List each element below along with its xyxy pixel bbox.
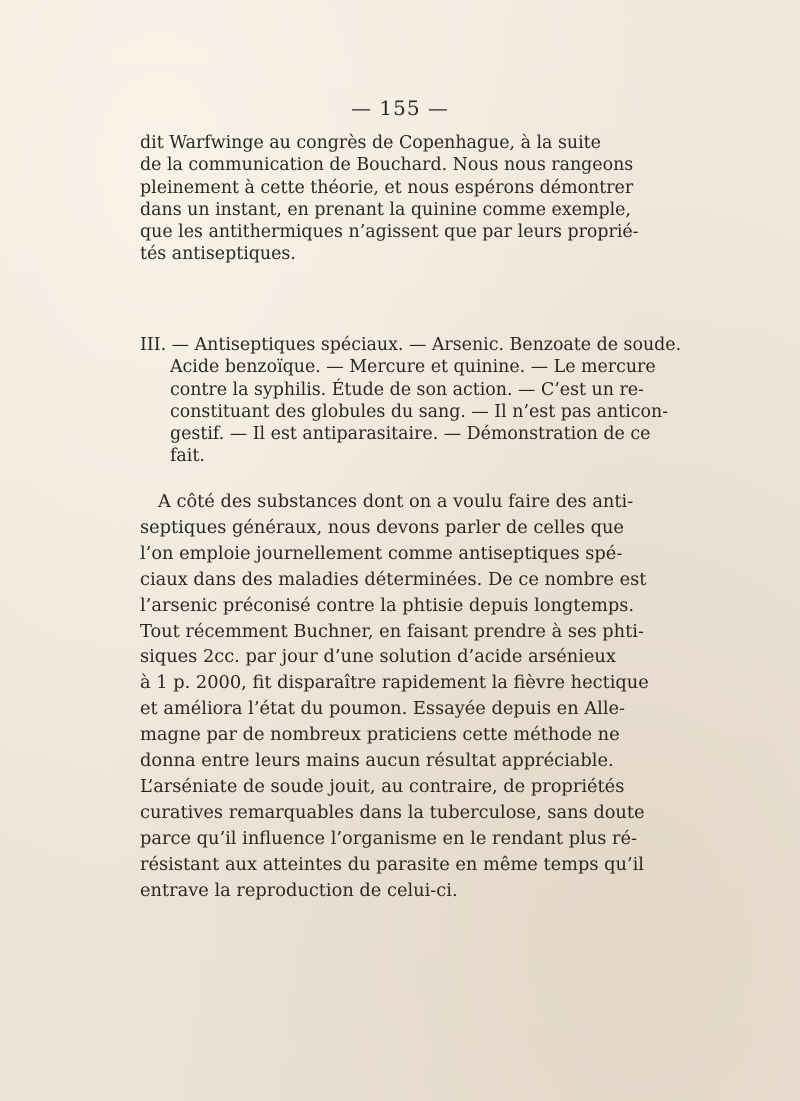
text-line: donna entre leurs mains aucun résultat appréciable. (140, 750, 614, 772)
text-line: septiques généraux, nous devons parler de celles que (140, 516, 624, 538)
text-line: siques 2cc. par jour d’une solution d’acide arsénieux (140, 646, 616, 668)
text-line: entrave la reproduction de celui-ci. (140, 879, 458, 901)
text-line: tés antiseptiques. (140, 244, 296, 265)
text-line: que les antithermiques n’agissent que par leurs proprié- (140, 222, 639, 243)
text-line: ciaux dans des maladies déterminées. De ce nombre est (140, 568, 647, 590)
text-line: de la communication de Bouchard. Nous nous rangeons (140, 155, 634, 176)
text-line: l’arsenic préconisé contre la phtisie depuis longtemps. (140, 594, 634, 616)
text-line: l’on emploie journellement comme antiseptiques spé- (140, 542, 623, 564)
summary-line: contre la syphilis. Étude de son action. — C’est un re- (170, 379, 644, 400)
paragraph-1 (140, 132, 639, 266)
text-line: curatives remarquables dans la tuberculose, sans doute (140, 801, 645, 823)
chapter-summary (140, 334, 682, 468)
text-line: dans un instant, en prenant la quinine comme exemple, (140, 199, 631, 220)
text-line: Tout récemment Buchner, en faisant prendre à ses phti- (140, 620, 644, 642)
text-line: pleinement à cette théorie, et nous espérons démontrer (140, 177, 634, 198)
summary-line: fait. (170, 446, 205, 467)
summary-line: constituant des globules du sang. — Il n’est pas anticon- (170, 401, 669, 422)
paragraph-2 (140, 489, 649, 904)
text-line: A côté des substances dont on a voulu faire des anti- (158, 491, 634, 512)
summary-line: III. — Antiseptiques spéciaux. — Arsenic. Benzoate de soude. (140, 335, 682, 355)
text-line: et améliora l’état du poumon. Essayée depuis en Alle- (140, 698, 626, 720)
text-line: L’arséniate de soude jouit, au contraire, de propriétés (140, 775, 625, 797)
text-line: résistant aux atteintes du parasite en même temps qu’il (140, 853, 644, 875)
summary-line: Acide benzoïque. — Mercure et quinine. — Le mercure (170, 357, 656, 378)
text-line: parce qu’il influence l’organisme en le rendant plus ré- (140, 827, 638, 849)
text-line: à 1 p. 2000, fit disparaître rapidement la fièvre hectique (140, 672, 649, 694)
text-line: magne par de nombreux praticiens cette méthode ne (140, 724, 620, 746)
text-line: dit Warfwinge au congrès de Copenhague, à la suite (140, 133, 601, 153)
summary-line: gestif. — Il est antiparasitaire. — Démonstration de ce (170, 424, 651, 445)
page-number: — 155 — (351, 96, 449, 120)
